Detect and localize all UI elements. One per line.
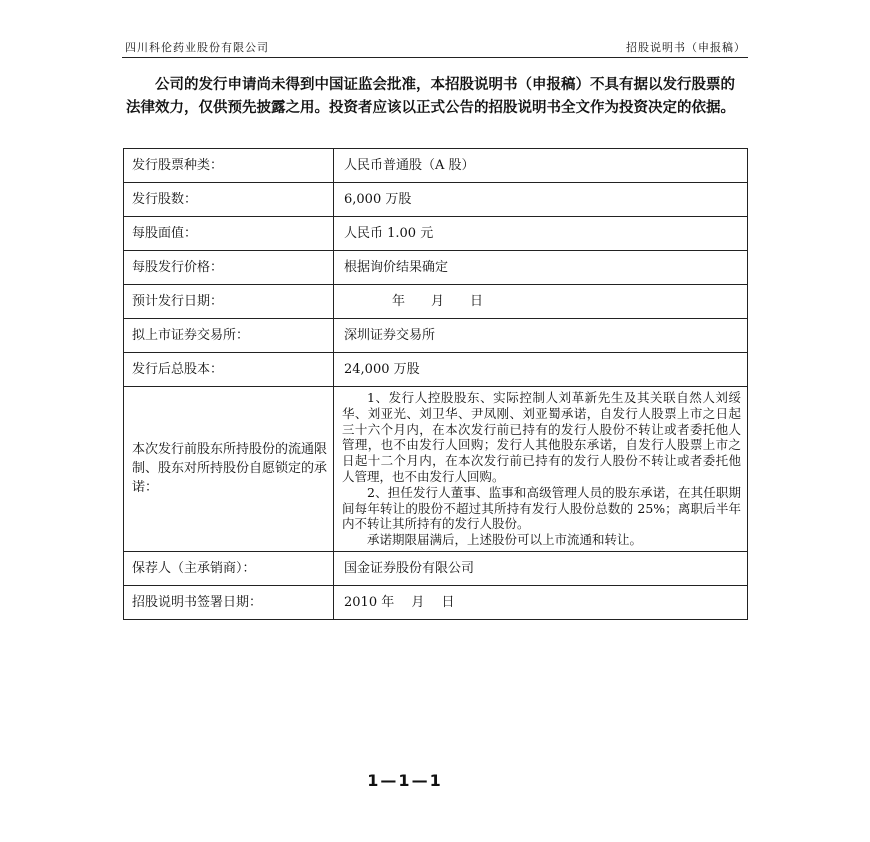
lockup-label: 本次发行前股东所持股份的流通限制、股东对所持股份自愿锁定的承诺： (124, 387, 334, 552)
table-row (124, 285, 748, 319)
row-value: 6,000 万股 (334, 183, 748, 217)
lockup-paragraph-2: 2、担任发行人董事、监事和高级管理人员的股东承诺，在其任职期间每年转让的股份不超过其所持有发行人股份总数的 25%；离职后半年内不转让其所持有的发行人股份。 (342, 484, 741, 532)
row-value: 年 月 日 (334, 285, 748, 319)
lockup-value (334, 387, 748, 552)
row-value: 人民币 1.00 元 (334, 217, 748, 251)
header-company: 四川科伦药业股份有限公司 (125, 41, 269, 54)
table-row (124, 183, 748, 217)
header-rule (122, 57, 748, 58)
header-doc-title: 招股说明书（申报稿） (626, 41, 746, 54)
row-value: 人民币普通股（A 股） (334, 149, 748, 183)
table-row (124, 149, 748, 183)
table-row (124, 319, 748, 353)
row-label: 每股发行价格： (124, 251, 334, 285)
table-row (124, 585, 748, 619)
row-label: 发行后总股本： (124, 353, 334, 387)
sign-date-label: 招股说明书签署日期： (124, 585, 334, 619)
page-number: 1—1—1 (367, 771, 443, 790)
row-label: 预计发行日期： (124, 285, 334, 319)
row-label: 拟上市证券交易所： (124, 319, 334, 353)
sign-date-value: 2010 年 月 日 (334, 585, 748, 619)
row-label: 发行股票种类： (124, 149, 334, 183)
row-label: 发行股数： (124, 183, 334, 217)
notice-paragraph: 公司的发行申请尚未得到中国证监会批准，本招股说明书（申报稿）不具有据以发行股票的法律效力，仅供预先披露之用。投资者应该以正式公告的招股说明书全文作为投资决定的依据。 (126, 76, 735, 116)
row-value: 根据询价结果确定 (334, 251, 748, 285)
table-row (124, 251, 748, 285)
row-label: 每股面值： (124, 217, 334, 251)
sponsor-label: 保荐人（主承销商）： (124, 551, 334, 585)
table-row-lockup (124, 387, 748, 552)
lockup-paragraph-1: 1、发行人控股股东、实际控制人刘革新先生及其关联自然人刘绥华、刘亚光、刘卫华、尹凤刚、刘亚蜀承诺，自发行人股票上市之日起三十六个月内，在本次发行前已持有的发行人股份不转让或者委托他人管理，也不由发行人回购；发行人其他股东承诺，自发行人股票上市之日起十二个月内，在本次发行前已持有的发行人股份不转让或者委托他人管理，也不由发行人回购。 (342, 390, 741, 484)
sponsor-value: 国金证券股份有限公司 (334, 551, 748, 585)
row-value: 24,000 万股 (334, 353, 748, 387)
lockup-paragraph-3: 承诺期限届满后，上述股份可以上市流通和转让。 (367, 532, 643, 548)
table-row (124, 353, 748, 387)
table-row (124, 551, 748, 585)
row-value: 深圳证券交易所 (334, 319, 748, 353)
offering-info-table (123, 148, 748, 620)
table-row (124, 217, 748, 251)
